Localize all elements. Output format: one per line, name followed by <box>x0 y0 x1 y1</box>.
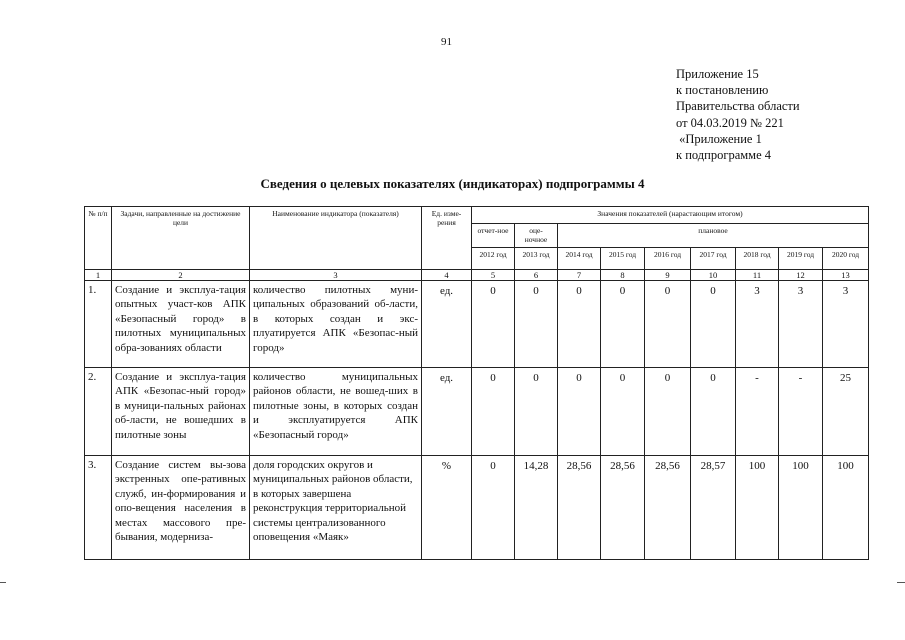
row-value: 28,56 <box>601 456 645 560</box>
row-value: 0 <box>691 368 736 456</box>
row-value: 3 <box>736 281 779 368</box>
row-value: 0 <box>601 281 645 368</box>
header-year: 2017 год <box>691 248 736 270</box>
row-number: 3. <box>85 456 112 560</box>
header-report: отчет-ное <box>472 224 515 248</box>
row-unit: % <box>422 456 472 560</box>
header-estimate: оце-ночное <box>515 224 558 248</box>
row-value: - <box>736 368 779 456</box>
row-value: 0 <box>558 281 601 368</box>
column-number: 13 <box>823 270 869 281</box>
row-value: 25 <box>823 368 869 456</box>
row-value: 0 <box>472 281 515 368</box>
row-value: - <box>779 368 823 456</box>
appendix-block <box>676 66 800 163</box>
header-indicator: Наименование индикатора (показателя) <box>250 207 422 270</box>
column-number: 4 <box>422 270 472 281</box>
column-number: 11 <box>736 270 779 281</box>
column-number: 6 <box>515 270 558 281</box>
appendix-line: к постановлению <box>676 83 769 98</box>
appendix-line: «Приложение 1 <box>676 131 762 146</box>
row-value: 100 <box>823 456 869 560</box>
appendix-line: Правительства области <box>676 99 800 114</box>
row-value: 0 <box>472 456 515 560</box>
indicators-table <box>84 206 869 560</box>
header-task: Задачи, направленные на достижение цели <box>112 207 250 270</box>
row-value: 0 <box>472 368 515 456</box>
column-number: 3 <box>250 270 422 281</box>
header-values: Значения показателей (нарастающим итогом) <box>472 207 869 224</box>
header-unit: Ед. изме-рения <box>422 207 472 270</box>
row-indicator: количество муниципальных районов области, не вошед-ших в пилотные зоны, в которых создан и эксплуатируется АПК «Безопасный город» <box>250 368 422 456</box>
appendix-line: от 04.03.2019 № 221 <box>676 115 784 130</box>
row-task: Создание и эксплуа-тация опытных участ-ков АПК «Безопасный город» в пилотных муниципальных обра-зованиях области <box>112 281 250 368</box>
row-value: 0 <box>691 281 736 368</box>
column-number: 7 <box>558 270 601 281</box>
row-value: 28,57 <box>691 456 736 560</box>
header-year: 2015 год <box>601 248 645 270</box>
row-value: 0 <box>558 368 601 456</box>
row-value: 0 <box>645 368 691 456</box>
appendix-line: Приложение 15 <box>676 67 759 81</box>
row-value: 100 <box>736 456 779 560</box>
row-value: 14,28 <box>515 456 558 560</box>
row-unit: ед. <box>422 281 472 368</box>
header-year: 2012 год <box>472 248 515 270</box>
page-number: 91 <box>441 36 452 48</box>
header-year: 2018 год <box>736 248 779 270</box>
row-task: Создание и эксплуа-тация АПК «Безопас-ный город» в муници-пальных районах об-ласти, не вошедших в пилотные зоны <box>112 368 250 456</box>
row-value: 0 <box>645 281 691 368</box>
column-number: 2 <box>112 270 250 281</box>
header-year: 2019 год <box>779 248 823 270</box>
row-value: 3 <box>823 281 869 368</box>
appendix-line: к подпрограмме 4 <box>676 148 771 163</box>
column-number: 8 <box>601 270 645 281</box>
column-number: 9 <box>645 270 691 281</box>
column-number: 10 <box>691 270 736 281</box>
row-value: 0 <box>515 368 558 456</box>
table-row <box>85 368 869 456</box>
row-task: Создание систем вы-зова экстренных опе-ративных служб, ин-формирования и опо-вещения населения в местах массового пре-бывания, модерниза- <box>112 456 250 560</box>
row-value: 100 <box>779 456 823 560</box>
row-indicator: доля городских округов и муниципальных районов области, в которых завершена реконструкция территориальной системы централизованного оповещения «Маяк» <box>250 456 422 560</box>
header-year: 2020 год <box>823 248 869 270</box>
table-row <box>85 281 869 368</box>
header-year: 2016 год <box>645 248 691 270</box>
row-value: 0 <box>515 281 558 368</box>
column-number: 12 <box>779 270 823 281</box>
table-row <box>85 456 869 560</box>
row-indicator: количество пилотных муни-ципальных образований об-ласти, в которых создан и экс-плуатируется АПК «Безопас-ный город» <box>250 281 422 368</box>
scan-edge-left <box>0 582 6 583</box>
header-year: 2013 год <box>515 248 558 270</box>
document-title: Сведения о целевых показателях (индикаторах) подпрограммы 4 <box>260 176 645 191</box>
row-value: 3 <box>779 281 823 368</box>
row-unit: ед. <box>422 368 472 456</box>
column-number: 1 <box>85 270 112 281</box>
row-value: 28,56 <box>645 456 691 560</box>
row-number: 1. <box>85 281 112 368</box>
header-year: 2014 год <box>558 248 601 270</box>
row-number: 2. <box>85 368 112 456</box>
header-planned: плановое <box>558 224 869 248</box>
header-num: № п/п <box>85 207 112 270</box>
row-value: 0 <box>601 368 645 456</box>
column-number: 5 <box>472 270 515 281</box>
row-value: 28,56 <box>558 456 601 560</box>
scan-edge-right <box>897 582 905 583</box>
